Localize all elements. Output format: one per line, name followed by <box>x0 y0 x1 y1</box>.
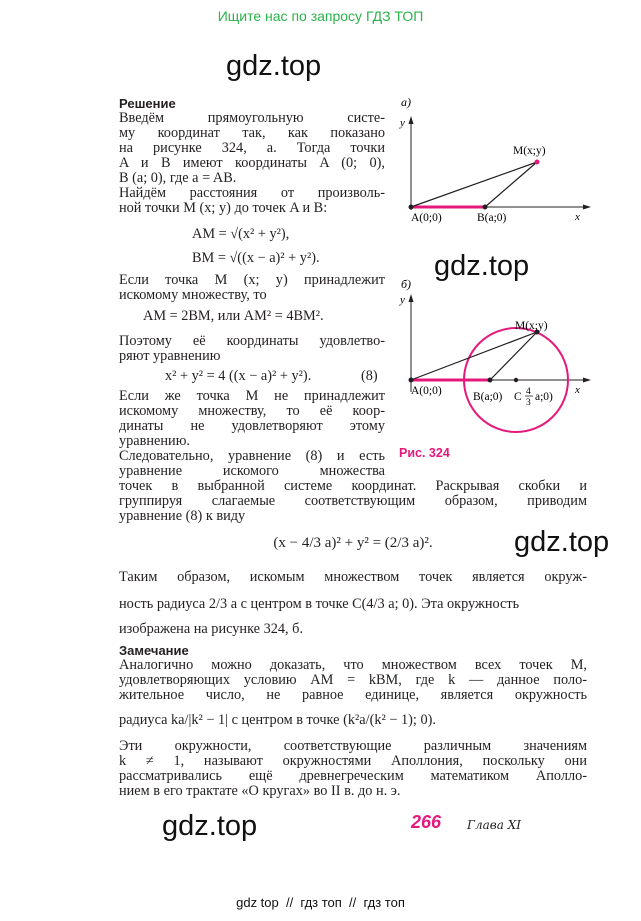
text-line: Если точка M (x; y) принадлежит <box>119 272 385 288</box>
text-line: уравнению. <box>119 433 190 449</box>
label-c-rest: a;0) <box>535 391 553 403</box>
footer-links[interactable]: gdz top // гдз топ // гдз топ <box>236 895 405 910</box>
text-line: динаты не удовлетворяют этому <box>119 418 385 434</box>
remark-line: радиуса ka/|k² − 1| с центром в точке (k²a/(k² − 1); 0). <box>119 712 436 728</box>
remark-heading: Замечание <box>119 643 189 658</box>
point-b <box>483 205 488 210</box>
line-bm-b <box>490 332 537 380</box>
equation-8: x² + y² = 4 ((x − a)² + y²). <box>165 368 312 384</box>
watermark: gdz.top <box>514 526 610 558</box>
text-line: ность радиуса 2/3 a с центром в точке C(4/3 a; 0). Эта окружность <box>119 596 520 612</box>
figure-324 <box>395 92 595 462</box>
remark-line: Аналогично можно доказать, что множеством всех точек M, <box>119 657 587 673</box>
label-m: M(x;y) <box>513 145 546 157</box>
text-line: Следовательно, уравнение (8) и есть <box>119 448 385 464</box>
point-m <box>535 160 540 165</box>
text-line: B (a; 0), где a = AB. <box>119 170 237 186</box>
label-c: C <box>514 391 522 403</box>
solution-heading: Решение <box>119 96 176 111</box>
text-line: A и B имеют координаты A (0; 0), <box>119 155 385 171</box>
formula-bm: BM = √((x − a)² + y²). <box>192 250 320 266</box>
x-arrow-a <box>583 205 591 210</box>
text-line: Введём прямоугольную систе- <box>119 110 385 126</box>
text-line: Поэтому её координаты удовлетво- <box>119 333 385 349</box>
watermark: gdz.top <box>226 50 322 82</box>
label-b: B(a;0) <box>473 391 503 403</box>
y-label-a: y <box>400 117 405 129</box>
remark-line: нием в его трактате «О кругах» во II в. до н. э. <box>119 783 401 799</box>
panel-b-label: б) <box>401 277 412 291</box>
panel-a-label: а) <box>401 95 411 109</box>
y-arrow-a <box>409 116 414 124</box>
y-arrow-b <box>409 294 414 302</box>
point-a <box>409 205 414 210</box>
formula-relation: AM = 2BM, или AM² = 4BM². <box>143 308 324 324</box>
text-line: ряют уравнению <box>119 348 221 364</box>
watermark: gdz.top <box>162 810 258 842</box>
text-line: му координат так, как показано <box>119 125 385 141</box>
line-bm-a <box>485 162 537 207</box>
x-arrow-b <box>583 378 591 383</box>
text-line: Таким образом, искомым множеством точек является окруж- <box>119 569 587 585</box>
equation-number: (8) <box>361 368 378 384</box>
watermark: gdz.top <box>434 250 530 282</box>
figure-caption: Рис. 324 <box>399 446 450 460</box>
equation-circle: (x − 4/3 a)² + y² = (2/3 a)². <box>273 535 433 551</box>
text-line: группируя слагаемые соответствующим образом, приводим <box>119 493 587 509</box>
text-line: уравнение искомого множества <box>119 463 385 479</box>
text-line: Если же точка M не принадлежит <box>119 388 385 404</box>
remark-line: рассматривались ещё древнегреческим математиком Аполло- <box>119 768 587 784</box>
text-line: точек в выбранной системе координат. Раскрывая скобки и <box>119 478 587 494</box>
label-m: M(x;y) <box>515 320 548 332</box>
text-line: ной точки M (x; y) до точек A и B: <box>119 200 328 216</box>
line-am-b <box>411 332 537 380</box>
y-label-b: y <box>400 294 405 306</box>
remark-line: k ≠ 1, называют окружностями Аполлония, поскольку они <box>119 753 587 769</box>
point-a <box>409 378 414 383</box>
label-c-num: 4 <box>526 387 531 397</box>
text-line: искомому множеству, то <box>119 287 267 303</box>
remark-line: удовлетворяющих условию AM = kBM, где k — данное поло- <box>119 672 587 688</box>
point-b <box>488 378 493 383</box>
x-label-b: x <box>575 384 580 396</box>
text-line: Найдём расстояния от произволь- <box>119 185 385 201</box>
remark-line: Эти окружности, соответствующие различным значениям <box>119 738 587 754</box>
label-a: A(0;0) <box>411 212 442 224</box>
label-a: A(0;0) <box>411 385 442 397</box>
remark-line: жительное число, не равное единице, является окружность <box>119 687 587 703</box>
chapter-label: Глава XI <box>467 818 521 832</box>
label-c-den: 3 <box>526 398 531 408</box>
text-line: искомому множеству, то её коор- <box>119 403 385 419</box>
text-line: уравнение (8) к виду <box>119 508 246 524</box>
text-line: на рисунке 324, а. Тогда точки <box>119 140 385 156</box>
point-c <box>514 378 518 382</box>
page-number: 266 <box>411 812 442 832</box>
text-line: изображена на рисунке 324, б. <box>119 621 304 637</box>
line-am-a <box>411 162 537 207</box>
x-label-a: x <box>575 211 580 223</box>
label-b: B(a;0) <box>477 212 507 224</box>
formula-am: AM = √(x² + y²), <box>192 226 290 242</box>
top-banner[interactable]: Ищите нас по запросу ГДЗ ТОП <box>217 8 424 24</box>
